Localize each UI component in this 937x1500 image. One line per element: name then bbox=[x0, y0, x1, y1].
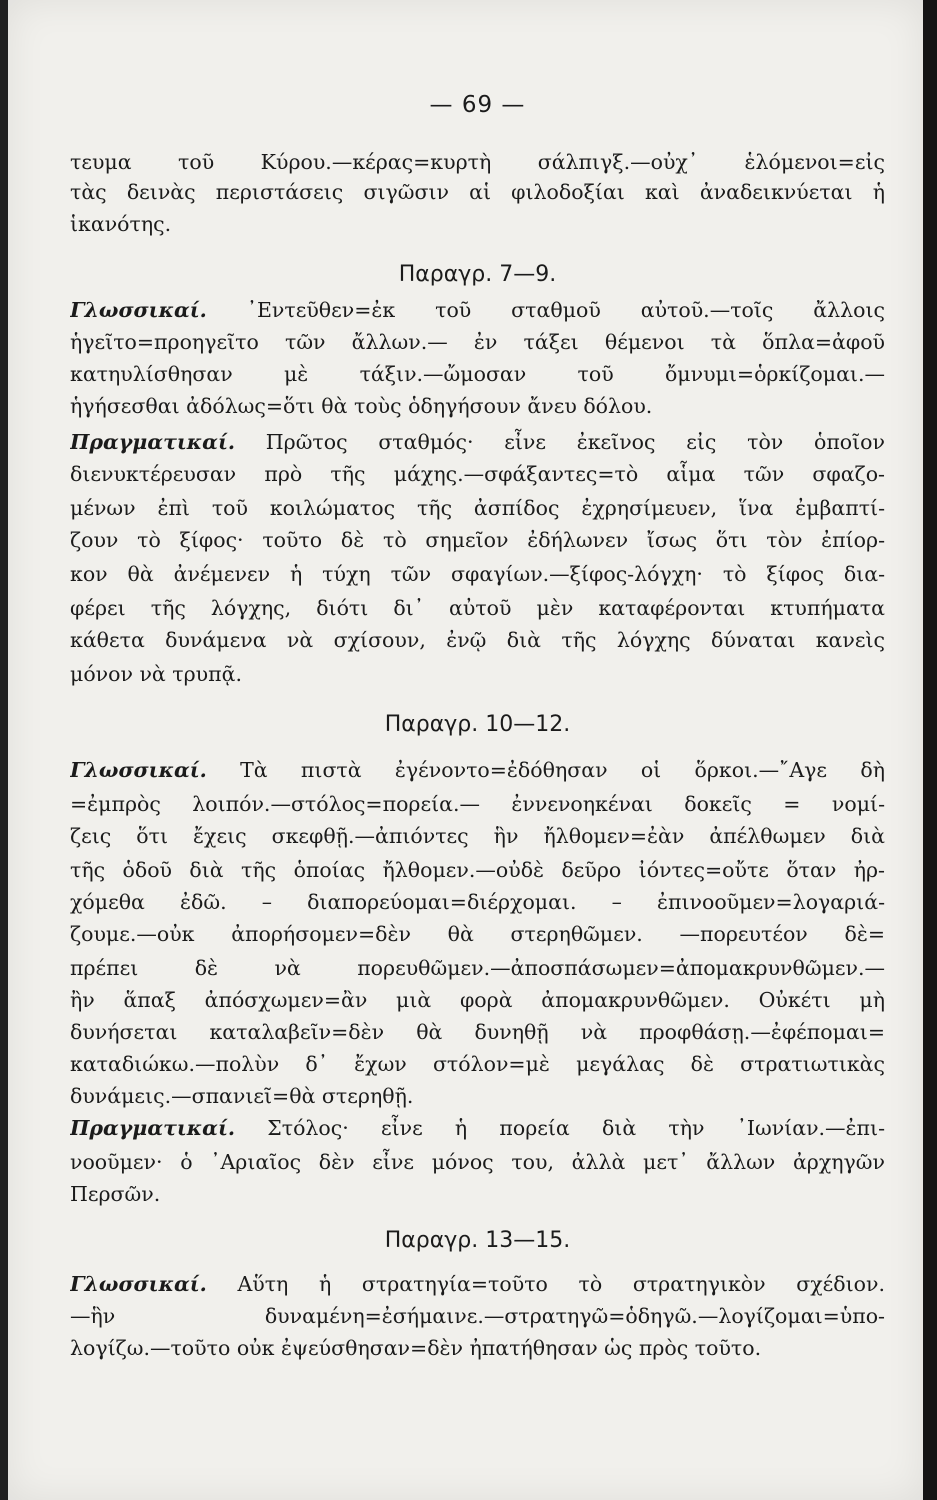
gloss-label: Γλωσσικαί. bbox=[70, 298, 207, 322]
real-label: Πραγματικαί. bbox=[70, 1116, 236, 1140]
scan-right-edge bbox=[923, 0, 937, 1500]
gloss-line: —ἣν δυναμένη=ἐσήμαινε.—στρατηγῶ=ὁδηγῶ.—λογίζομαι=ὑπο- bbox=[70, 1304, 885, 1328]
real-text: Στόλος· εἶνε ἡ πορεία διὰ τὴν ᾿Ιωνίαν.—ἐπι- bbox=[267, 1116, 885, 1140]
gloss-text: Αὕτη ἡ στρατηγία=τοῦτο τὸ στρατηγικὸν σχέδιον. bbox=[237, 1272, 885, 1296]
real-label: Πραγματικαί. bbox=[70, 430, 236, 454]
body-line: τευμα τοῦ Κύρου.—κέρας=κυρτὴ σάλπιγξ.—οὐχ᾿ ἑλόμενοι=εἰς bbox=[70, 150, 885, 174]
gloss-text: Τὰ πιστὰ ἐγένοντο=ἐδόθησαν οἱ ὅρκοι.—῎Αγε δὴ bbox=[240, 758, 885, 782]
real-line: μένων ἐπὶ τοῦ κοιλώματος τῆς ἀσπίδος ἐχρησίμευεν, ἵνα ἐμβαπτί- bbox=[70, 496, 885, 520]
gloss-line: ζεις ὅτι ἔχεις σκεφθῇ.—ἀπιόντες ἣν ἤλθομεν=ἐὰν ἀπέλθωμεν διὰ bbox=[70, 824, 885, 848]
section-heading: Παραγρ. 13—15. bbox=[384, 1228, 571, 1253]
gloss-line: τῆς ὁδοῦ διὰ τῆς ὁποίας ἤλθομεν.—οὐδὲ δεῦρο ἰόντες=οὔτε ὅταν ἠρ- bbox=[70, 858, 885, 882]
scan-left-edge bbox=[0, 0, 8, 1500]
book-page bbox=[8, 0, 923, 1500]
body-line: τὰς δεινὰς περιστάσεις σιγῶσιν αἱ φιλοδοξίαι καὶ ἀναδεικνύεται ἡ bbox=[70, 180, 885, 204]
real-line: διενυκτέρευσαν πρὸ τῆς μάχης.—σφάξαντες=τὸ αἷμα τῶν σφαζο- bbox=[70, 462, 885, 486]
gloss-line: δυνήσεται καταλαβεῖν=δὲν θὰ δυνηθῇ νὰ προφθάσῃ.—ἐφέπομαι= bbox=[70, 1020, 885, 1044]
body-line: ἱκανότης. bbox=[70, 212, 172, 236]
real-line bbox=[70, 1114, 885, 1142]
real-line: κον θὰ ἀνέμενεν ἡ τύχη τῶν σφαγίων.—ξίφος-λόγχη· τὸ ξίφος δια- bbox=[70, 562, 885, 586]
gloss-line: χόμεθα ἐδῶ. – διαπορεύομαι=διέρχομαι. – ἐπινοοῦμεν=λογαριά- bbox=[70, 890, 885, 914]
real-line: μόνον νὰ τρυπᾷ. bbox=[70, 662, 242, 686]
gloss-line: λογίζω.—τοῦτο οὐκ ἐψεύσθησαν=δὲν ἠπατήθησαν ὡς πρὸς τοῦτο. bbox=[70, 1336, 762, 1360]
real-line: Περσῶν. bbox=[70, 1182, 161, 1206]
gloss-line bbox=[70, 756, 885, 784]
real-text: Πρῶτος σταθμός· εἶνε ἐκεῖνος εἰς τὸν ὁποῖον bbox=[265, 430, 885, 454]
real-line: ζουν τὸ ξίφος· τοῦτο δὲ τὸ σημεῖον ἐδήλωνεν ἴσως ὅτι τὸν ἐπίορ- bbox=[70, 528, 885, 552]
gloss-line: ζουμε.—οὐκ ἀπορήσομεν=δὲν θὰ στερηθῶμεν. —πορευτέον δὲ= bbox=[70, 922, 885, 946]
real-line: κάθετα δυνάμενα νὰ σχίσουν, ἐνῷ διὰ τῆς λόγχης δύναται κανεὶς bbox=[70, 628, 885, 652]
gloss-label: Γλωσσικαί. bbox=[70, 758, 207, 782]
real-line bbox=[70, 428, 885, 456]
gloss-line: δυνάμεις.—σπανιεῖ=θὰ στερηθῇ. bbox=[70, 1084, 414, 1108]
real-line: φέρει τῆς λόγχης, διότι δι᾿ αὐτοῦ μὲν καταφέρονται κτυπήματα bbox=[70, 596, 885, 620]
gloss-line: =ἐμπρὸς λοιπόν.—στόλος=πορεία.— ἐννενοηκέναι δοκεῖς = νομί- bbox=[70, 792, 885, 816]
gloss-label: Γλωσσικαί. bbox=[70, 1272, 207, 1296]
gloss-line: πρέπει δὲ νὰ πορευθῶμεν.—ἀποσπάσωμεν=ἀπομακρυνθῶμεν.— bbox=[70, 956, 885, 980]
gloss-text: ᾿Εντεῦθεν=ἐκ τοῦ σταθμοῦ αὐτοῦ.—τοῖς ἄλλοις bbox=[246, 298, 885, 322]
section-heading: Παραγρ. 10—12. bbox=[384, 712, 571, 737]
page-number: — 69 — bbox=[429, 92, 526, 118]
gloss-line: ἡγήσεσθαι ἀδόλως=ὅτι θὰ τοὺς ὁδηγήσουν ἄνευ δόλου. bbox=[70, 394, 653, 418]
gloss-line: κατηυλίσθησαν μὲ τάξιν.—ὤμοσαν τοῦ ὄμνυμι=ὁρκίζομαι.— bbox=[70, 362, 885, 386]
gloss-line bbox=[70, 1270, 885, 1298]
real-line: νοοῦμεν· ὁ ᾿Αριαῖος δὲν εἶνε μόνος του, ἀλλὰ μετ᾿ ἄλλων ἀρχηγῶν bbox=[70, 1150, 885, 1174]
section-heading: Παραγρ. 7—9. bbox=[398, 262, 557, 287]
gloss-line: ἡγεῖτο=προηγεῖτο τῶν ἄλλων.— ἐν τάξει θέμενοι τὰ ὅπλα=ἀφοῦ bbox=[70, 330, 885, 354]
gloss-line: ἢν ἅπαξ ἀπόσχωμεν=ἂν μιὰ φορὰ ἀπομακρυνθῶμεν. Οὐκέτι μὴ bbox=[70, 988, 885, 1012]
gloss-line bbox=[70, 296, 885, 324]
gloss-line: καταδιώκω.—πολὺν δ᾿ ἔχων στόλον=μὲ μεγάλας δὲ στρατιωτικὰς bbox=[70, 1052, 885, 1076]
